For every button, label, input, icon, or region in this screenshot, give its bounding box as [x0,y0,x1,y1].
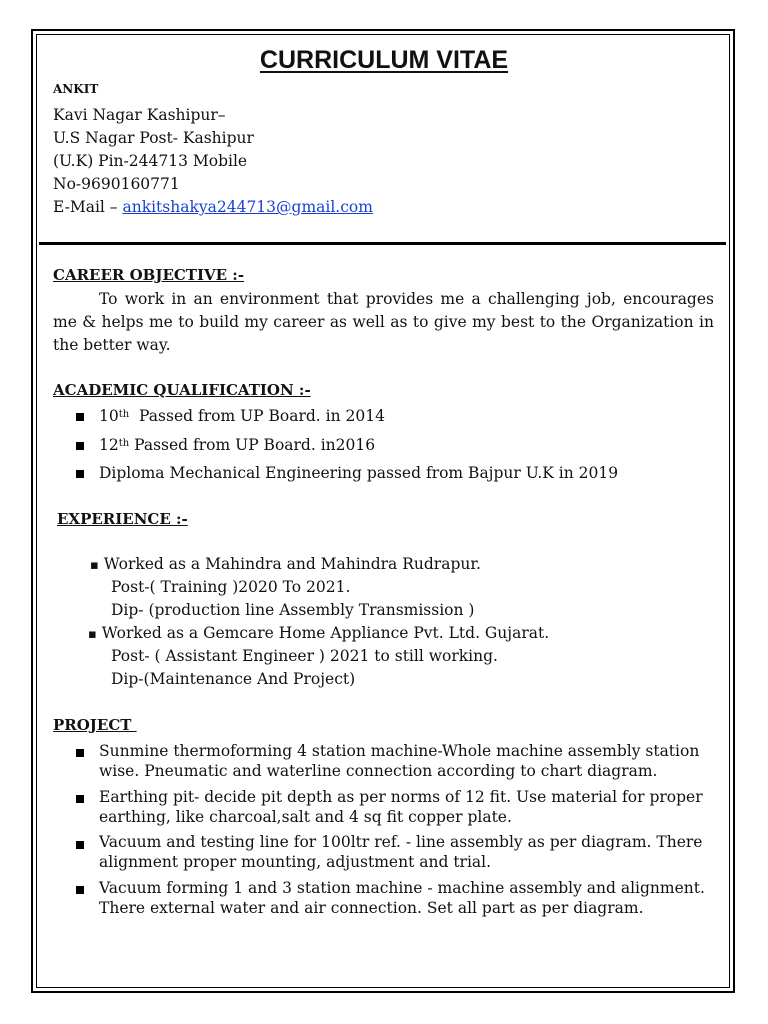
bullet-icon [76,879,84,898]
email-link[interactable]: ankitshakya244713@gmail.com [122,198,373,216]
career-objective-text: To work in an environment that provides me a challenging job, encourages me & helps me to build my career as well as to give my best to the Organization in the better way. [53,290,714,354]
address-line-3: (U.K) Pin-244713 Mobile [53,152,248,170]
project-heading: PROJECT [53,716,137,734]
header-divider [39,242,726,245]
experience-job-line: ▪ Worked as a Mahindra and Mahindra Rudrapur. [90,555,481,573]
bullet-icon [76,834,84,853]
academic-item: 12th Passed from UP Board. in2016 [76,436,84,454]
experience-job-dip: Dip- (production line Assembly Transmission ) [111,601,475,619]
project-item: Vacuum and testing line for 100ltr ref. - line assembly as per diagram. There alignment proper mounting, adjustment and trial. [99,833,703,871]
candidate-name: ANKIT [53,82,99,96]
academic-heading: ACADEMIC QUALIFICATION :- [53,381,311,399]
experience-heading: EXPERIENCE :- [57,510,188,528]
project-item: Earthing pit- decide pit depth as per norms of 12 fit. Use material for proper earthing, like charcoal,salt and 4 sq fit copper plate. [99,788,703,826]
experience-job-post: Post- ( Assistant Engineer ) 2021 to still working. [111,647,498,665]
document-title: CURRICULUM VITAE [259,46,509,74]
address-line-2: U.S Nagar Post- Kashipur [53,129,254,147]
experience-job-line: ▪ Worked as a Gemcare Home Appliance Pvt. Ltd. Gujarat. [88,624,550,642]
bullet-icon [76,413,84,421]
project-item: Sunmine thermoforming 4 station machine-Whole machine assembly station wise. Pneumatic and waterline connection according to chart diagram. [99,742,700,780]
bullet-icon: ▪ [90,558,99,573]
project-item: Vacuum forming 1 and 3 station machine - machine assembly and alignment. There external water and air connection. Set all part as per diagram. [99,879,705,917]
phone-line: No-9690160771 [53,175,180,193]
bullet-icon: ▪ [88,627,97,642]
bullet-icon [76,742,84,761]
bullet-icon [76,470,84,478]
email-label: E-Mail – [53,198,123,216]
bullet-icon [76,442,84,450]
bullet-icon [76,788,84,807]
career-objective-heading: CAREER OBJECTIVE :- [53,266,245,284]
academic-item: 10th Passed from UP Board. in 2014 [76,407,84,425]
experience-job-post: Post-( Training )2020 To 2021. [111,578,351,596]
academic-item: Diploma Mechanical Engineering passed from Bajpur U.K in 2019 [76,464,84,482]
email-line [53,196,373,219]
experience-job-dip: Dip-(Maintenance And Project) [111,670,356,688]
address-line-1: Kavi Nagar Kashipur– [53,106,226,124]
